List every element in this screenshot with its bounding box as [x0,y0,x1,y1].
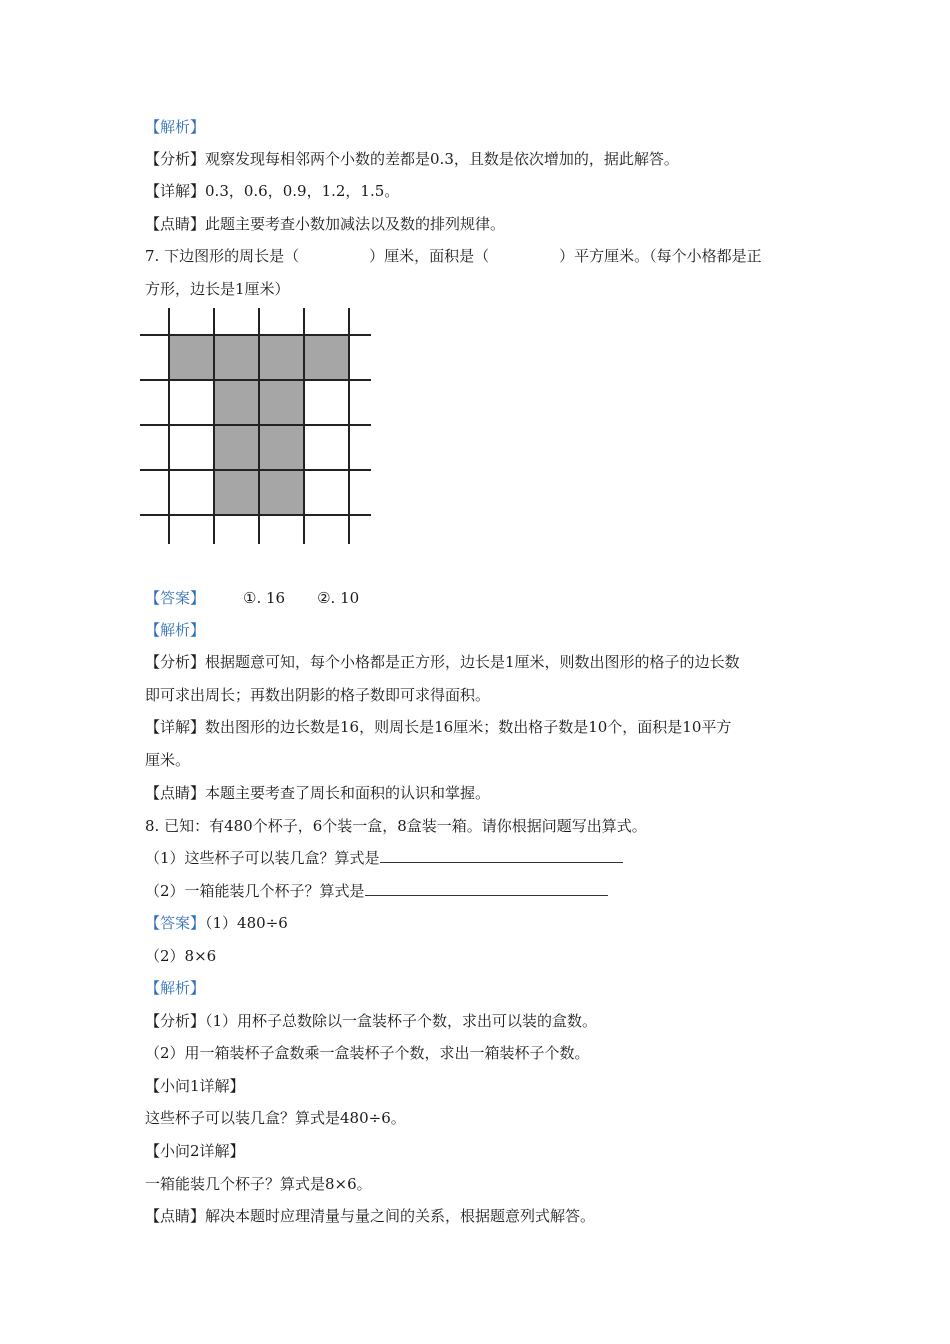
q7-fenxi-text1: 根据题意可知，每个小格都是正方形，边长是1厘米，则数出图形的格子的边长数 [205,653,740,671]
q8-sub1-text: （1）这些杯子可以装几盒？算式是 [145,849,380,867]
shaded-cell [214,380,259,425]
q8-xiaowen2-tag: 【小问2详解】 [145,1142,245,1160]
q8-answer-1: （1）480÷6 [205,914,288,932]
q7-grid-figure [140,308,376,544]
q7-dianjing [145,783,490,803]
q8-answer-2: （2）8×6 [145,947,217,965]
q8-daan-tag: 【答案】 [145,914,206,932]
q8-dianjing-tag: 【点睛】 [145,1207,206,1225]
q7-question-line2: 方形，边长是1厘米） [145,280,290,298]
q6-fenxi [145,149,679,169]
q8-question: 8. 已知：有480个杯子，6个装一盒，8盒装一箱。请你根据问题写出算式。 [145,817,647,835]
shaded-cell [214,335,259,380]
q8-jiexi-heading: 【解析】 [145,979,206,997]
q7-question-part-a: 7. 下边图形的周长是（ [145,247,300,265]
shaded-cell [169,335,214,380]
q7-dianjing-text: 本题主要考查了周长和面积的认识和掌握。 [205,784,491,802]
q6-xiangjie [145,181,399,201]
q8-xiaowen2-text: 一箱能装几个杯子？算式是8×6。 [145,1175,372,1193]
q6-dianjing-text: 此题主要考查小数加减法以及数的排列规律。 [205,215,506,233]
q8-dianjing [145,1206,595,1226]
q7-answer-2: ②. 10 [317,589,360,607]
q7-dianjing-tag: 【点睛】 [145,784,206,802]
q8-sub1 [145,848,623,868]
q8-sub1-blank[interactable] [380,848,623,863]
q7-fenxi-tag: 【分析】 [145,653,206,671]
q7-question-part-c: ）平方厘米。（每个小格都是正 [559,247,762,265]
q6-dianjing-tag: 【点睛】 [145,215,206,233]
q7-xiangjie-line1 [145,717,731,737]
q8-sub2-text: （2）一箱能装几个杯子？算式是 [145,882,365,900]
shaded-cell [214,470,259,515]
q8-xiaowen1-text: 这些杯子可以装几盒？算式是480÷6。 [145,1109,406,1127]
q8-xiaowen1-tag: 【小问1详解】 [145,1077,245,1095]
q6-xiangjie-tag: 【详解】 [145,182,206,200]
q7-question-part-b: ）厘米，面积是（ [369,247,490,265]
q8-fenxi-tag: 【分析】 [145,1012,206,1030]
q7-answer-1: ①. 16 [243,589,286,607]
q7-xiangjie-text1: 数出图形的边长数是16，则周长是16厘米；数出格子数是10个，面积是10平方 [205,718,732,736]
q8-fenxi-text1: （1）用杯子总数除以一盒装杯子个数，求出可以装的盒数。 [205,1012,598,1030]
q8-sub2 [145,881,608,901]
shaded-cell [259,425,304,470]
q7-jiexi-heading: 【解析】 [145,621,206,639]
q7-answer [145,588,359,608]
q8-answer-line1 [145,913,288,933]
q8-fenxi-line1 [145,1011,597,1031]
q7-fenxi-line1 [145,652,740,672]
q7-fenxi-line2: 即可求出周长；再数出阴影的格子数即可求得面积。 [145,686,491,704]
shaded-cell [259,380,304,425]
shaded-cell [304,335,349,380]
q6-dianjing [145,214,505,234]
q6-fenxi-tag: 【分析】 [145,150,206,168]
q7-question-line1 [145,246,762,266]
q8-dianjing-text: 解决本题时应理清量与量之间的关系，根据题意列式解答。 [205,1207,596,1225]
q7-daan-tag: 【答案】 [145,589,206,607]
q6-fenxi-text: 观察发现每相邻两个小数的差都是0.3，且数是依次增加的，据此解答。 [205,150,679,168]
q6-jiexi-heading: 【解析】 [145,118,206,136]
shaded-cell [259,335,304,380]
q7-xiangjie-line2: 厘米。 [145,751,191,769]
q6-xiangjie-text: 0.3，0.6，0.9，1.2，1.5。 [205,182,400,200]
q8-fenxi-line2: （2）用一箱装杯子盒数乘一盒装杯子个数，求出一箱装杯子个数。 [145,1044,590,1062]
q8-sub2-blank[interactable] [365,881,608,896]
q7-xiangjie-tag: 【详解】 [145,718,206,736]
shaded-cell [259,470,304,515]
shaded-cell [214,425,259,470]
